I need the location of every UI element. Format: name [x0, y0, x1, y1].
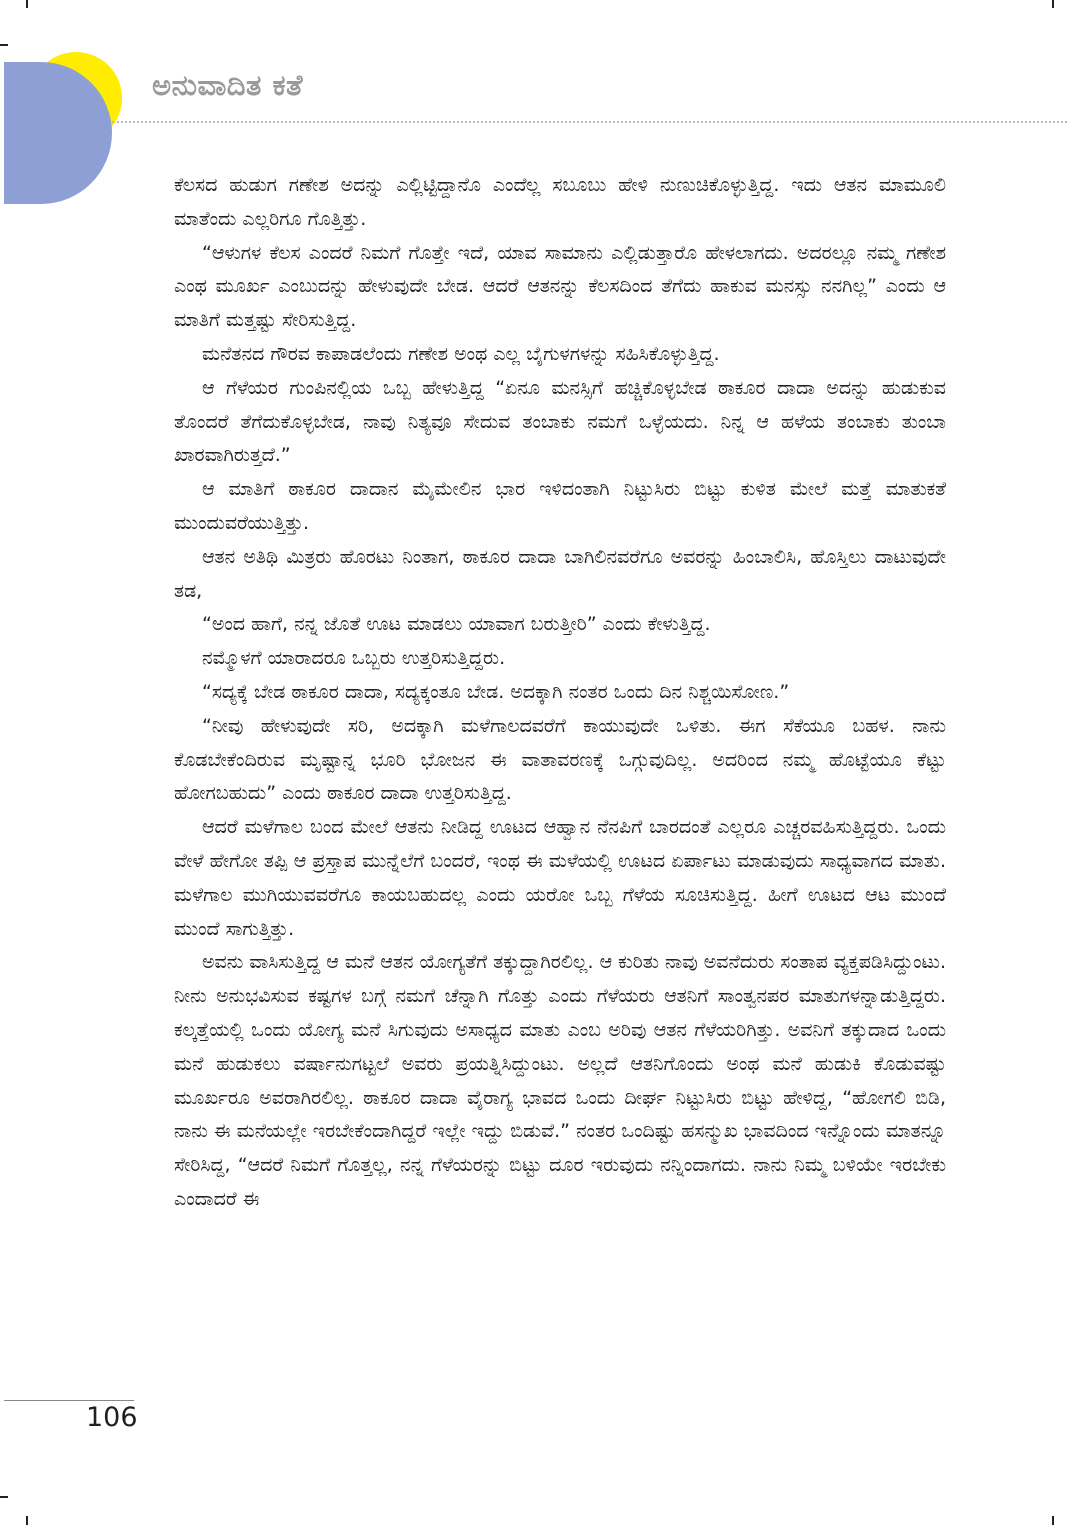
paragraph: ಕೆಲಸದ ಹುಡುಗ ಗಣೇಶ ಅದನ್ನು ಎಲ್ಲಿಟ್ಟಿದ್ದಾನೊ ಎಂದೆಲ್ಲ ಸಬೂಬು ಹೇಳಿ ನುಣುಚಿಕೊಳ್ಳುತ್ತಿದ್ದ. ಇದು ಆತನ ಮಾಮೂಲಿ ಮಾತೆಂದು ಎಲ್ಲರಿಗೂ ಗೊತ್ತಿತ್ತು.	[174, 174, 946, 230]
paragraph: “ಆಳುಗಳ ಕೆಲಸ ಎಂದರೆ ನಿಮಗೆ ಗೊತ್ತೇ ಇದೆ, ಯಾವ ಸಾಮಾನು ಎಲ್ಲಿಡುತ್ತಾರೊ ಹೇಳಲಾಗದು. ಅದರಲ್ಲೂ ನಮ್ಮ ಗಣೇಶ ಎಂಥ ಮೂರ್ಖ ಎಂಬುದನ್ನು ಹೇಳುವುದೇ ಬೇಡ. ಆದರೆ ಆತನನ್ನು ಕೆಲಸದಿಂದ ತೆಗೆದು ಹಾಕುವ ಮನಸ್ಸು ನನಗಿಲ್ಲ” ಎಂದು ಆ ಮಾತಿಗೆ ಮತ್ತಷ್ಟು ಸೇರಿಸುತ್ತಿದ್ದ.	[174, 241, 946, 332]
crop-mark-top-right	[1052, 0, 1054, 8]
section-title: ಅನುವಾದಿತ ಕತೆ	[152, 68, 304, 102]
story-body	[174, 169, 946, 1217]
paragraph: ಆ ಗೆಳೆಯರ ಗುಂಪಿನಲ್ಲಿಯ ಒಬ್ಬ ಹೇಳುತ್ತಿದ್ದ “ಏನೂ ಮನಸ್ಸಿಗೆ ಹಚ್ಚಿಕೊಳ್ಳಬೇಡ ಠಾಕೂರ ದಾದಾ ಅದನ್ನು ಹುಡುಕುವ ತೊಂದರೆ ತೆಗೆದುಕೊಳ್ಳಬೇಡ, ನಾವು ನಿತ್ಯವೂ ಸೇದುವ ತಂಬಾಕು ನಮಗೆ ಒಳ್ಳೆಯದು. ನಿನ್ನ ಆ ಹಳೆಯ ತಂಬಾಕು ತುಂಬಾ ಖಾರವಾಗಿರುತ್ತದೆ.”	[174, 376, 946, 467]
crop-mark-bottom-right	[1052, 1516, 1054, 1525]
header-dotted-divider	[112, 121, 1067, 123]
paragraph: ಅವನು ವಾಸಿಸುತ್ತಿದ್ದ ಆ ಮನೆ ಆತನ ಯೋಗ್ಯತೆಗೆ ತಕ್ಕುದ್ದಾಗಿರಲಿಲ್ಲ. ಆ ಕುರಿತು ನಾವು ಅವನೆದುರು ಸಂತಾಪ ವ್ಯಕ್ತಪಡಿಸಿದ್ದುಂಟು. ನೀನು ಅನುಭವಿಸುವ ಕಷ್ಟಗಳ ಬಗ್ಗೆ ನಮಗೆ ಚೆನ್ನಾಗಿ ಗೊತ್ತು ಎಂದು ಗೆಳೆಯರು ಆತನಿಗೆ ಸಾಂತ್ವನಪರ ಮಾತುಗಳನ್ನಾಡುತ್ತಿದ್ದರು. ಕಲ್ಕತ್ತೆಯಲ್ಲಿ ಒಂದು ಯೋಗ್ಯ ಮನೆ ಸಿಗುವುದು ಅಸಾಧ್ಯದ ಮಾತು ಎಂಬ ಅರಿವು ಆತನ ಗೆಳೆಯರಿಗಿತ್ತು. ಅವನಿಗೆ ತಕ್ಕುದಾದ ಒಂದು ಮನೆ ಹುಡುಕಲು ವರ್ಷಾನುಗಟ್ಟಲೆ ಅವರು ಪ್ರಯತ್ನಿಸಿದ್ದುಂಟು. ಅಲ್ಲದೆ ಆತನಿಗೊಂದು ಅಂಥ ಮನೆ ಹುಡುಕಿ ಕೊಡುವಷ್ಟು ಮೂರ್ಖರೂ ಅವರಾಗಿರಲಿಲ್ಲ. ಠಾಕೂರ ದಾದಾ ವೈರಾಗ್ಯ ಭಾವದ ಒಂದು ದೀರ್ಘ ನಿಟ್ಟುಸಿರು ಬಿಟ್ಟು ಹೇಳಿದ್ದ, “ಹೋಗಲಿ ಬಿಡಿ, ನಾನು ಈ ಮನೆಯಲ್ಲೇ ಇರಬೇಕೆಂದಾಗಿದ್ದರೆ ಇಲ್ಲೇ ಇದ್ದು ಬಿಡುವೆ.” ನಂತರ ಒಂದಿಷ್ಟು ಹಸನ್ಮುಖ ಭಾವದಿಂದ ಇನ್ನೊಂದು ಮಾತನ್ನೂ ಸೇರಿಸಿದ್ದ, “ಆದರೆ ನಿಮಗೆ ಗೊತ್ತಲ್ಲ, ನನ್ನ ಗೆಳೆಯರನ್ನು ಬಿಟ್ಟು ದೂರ ಇರುವುದು ನನ್ನಿಂದಾಗದು. ನಾನು ನಿಮ್ಮ ಬಳಿಯೇ ಇರಬೇಕು ಎಂದಾದರೆ ಈ	[174, 951, 946, 1210]
paragraph: ಮನೆತನದ ಗೌರವ ಕಾಪಾಡಲೆಂದು ಗಣೇಶ ಅಂಥ ಎಲ್ಲ ಬೈಗುಳಗಳನ್ನು ಸಹಿಸಿಕೊಳ್ಳುತ್ತಿದ್ದ.	[202, 342, 720, 365]
crop-mark-left-lower	[0, 1496, 8, 1498]
footer-divider	[4, 1400, 134, 1401]
page-number: 106	[86, 1402, 138, 1433]
paragraph: ಆ ಮಾತಿಗೆ ಠಾಕೂರ ದಾದಾನ ಮೈಮೇಲಿನ ಭಾರ ಇಳಿದಂತಾಗಿ ನಿಟ್ಟುಸಿರು ಬಿಟ್ಟು ಕುಳಿತ ಮೇಲೆ ಮತ್ತೆ ಮಾತುಕತೆ ಮುಂದುವರೆಯುತ್ತಿತ್ತು.	[174, 478, 946, 534]
paragraph: “ನೀವು ಹೇಳುವುದೇ ಸರಿ, ಅದಕ್ಕಾಗಿ ಮಳೆಗಾಲದವರೆಗೆ ಕಾಯುವುದೇ ಒಳಿತು. ಈಗ ಸೆಕೆಯೂ ಬಹಳ. ನಾನು ಕೊಡಬೇಕೆಂದಿರುವ ಮೃಷ್ಟಾನ್ನ ಭೂರಿ ಭೋಜನ ಈ ವಾತಾವರಣಕ್ಕೆ ಒಗ್ಗುವುದಿಲ್ಲ. ಅದರಿಂದ ನಮ್ಮ ಹೊಟ್ಟೆಯೂ ಕೆಟ್ಟು ಹೋಗಬಹುದು” ಎಂದು ಠಾಕೂರ ದಾದಾ ಉತ್ತರಿಸುತ್ತಿದ್ದ.	[174, 714, 946, 805]
paragraph: “ಸದ್ಯಕ್ಕೆ ಬೇಡ ಠಾಕೂರ ದಾದಾ, ಸದ್ಯಕ್ಕಂತೂ ಬೇಡ. ಅದಕ್ಕಾಗಿ ನಂತರ ಒಂದು ದಿನ ನಿಶ್ಚಯಿಸೋಣ.”	[202, 680, 790, 703]
paragraph: ಆದರೆ ಮಳೆಗಾಲ ಬಂದ ಮೇಲೆ ಆತನು ನೀಡಿದ್ದ ಊಟದ ಆಹ್ವಾನ ನೆನಪಿಗೆ ಬಾರದಂತೆ ಎಲ್ಲರೂ ಎಚ್ಚರವಹಿಸುತ್ತಿದ್ದರು. ಒಂದು ವೇಳೆ ಹೇಗೋ ತಪ್ಪಿ ಆ ಪ್ರಸ್ತಾಪ ಮುನ್ನೆಲೆಗೆ ಬಂದರೆ, ಇಂಥ ಈ ಮಳೆಯಲ್ಲಿ ಊಟದ ಏರ್ಪಾಟು ಮಾಡುವುದು ಸಾಧ್ಯವಾಗದ ಮಾತು. ಮಳೆಗಾಲ ಮುಗಿಯುವವರೆಗೂ ಕಾಯಬಹುದಲ್ಲ ಎಂದು ಯರೋ ಒಬ್ಬ ಗೆಳೆಯ ಸೂಚಿಸುತ್ತಿದ್ದ. ಹೀಗೆ ಊಟದ ಆಟ ಮುಂದೆ ಮುಂದೆ ಸಾಗುತ್ತಿತ್ತು.	[174, 816, 946, 940]
paragraph: “ಅಂದ ಹಾಗೆ, ನನ್ನ ಜೊತೆ ಊಟ ಮಾಡಲು ಯಾವಾಗ ಬರುತ್ತೀರಿ” ಎಂದು ಕೇಳುತ್ತಿದ್ದ.	[202, 613, 711, 636]
crop-mark-left-upper	[0, 44, 8, 46]
paragraph: ಆತನ ಅತಿಥಿ ಮಿತ್ರರು ಹೊರಟು ನಿಂತಾಗ, ಠಾಕೂರ ದಾದಾ ಬಾಗಿಲಿನವರೆಗೂ ಅವರನ್ನು ಹಿಂಬಾಲಿಸಿ, ಹೊಸ್ತಿಲು ದಾಟುವುದೇ ತಡ,	[174, 545, 946, 602]
crop-mark-top-left	[26, 0, 28, 8]
paragraph: ನಮ್ಮೊಳಗೆ ಯಾರಾದರೂ ಒಬ್ಬರು ಉತ್ತರಿಸುತ್ತಿದ್ದರು.	[202, 647, 506, 670]
crop-mark-bottom-left	[26, 1516, 28, 1525]
